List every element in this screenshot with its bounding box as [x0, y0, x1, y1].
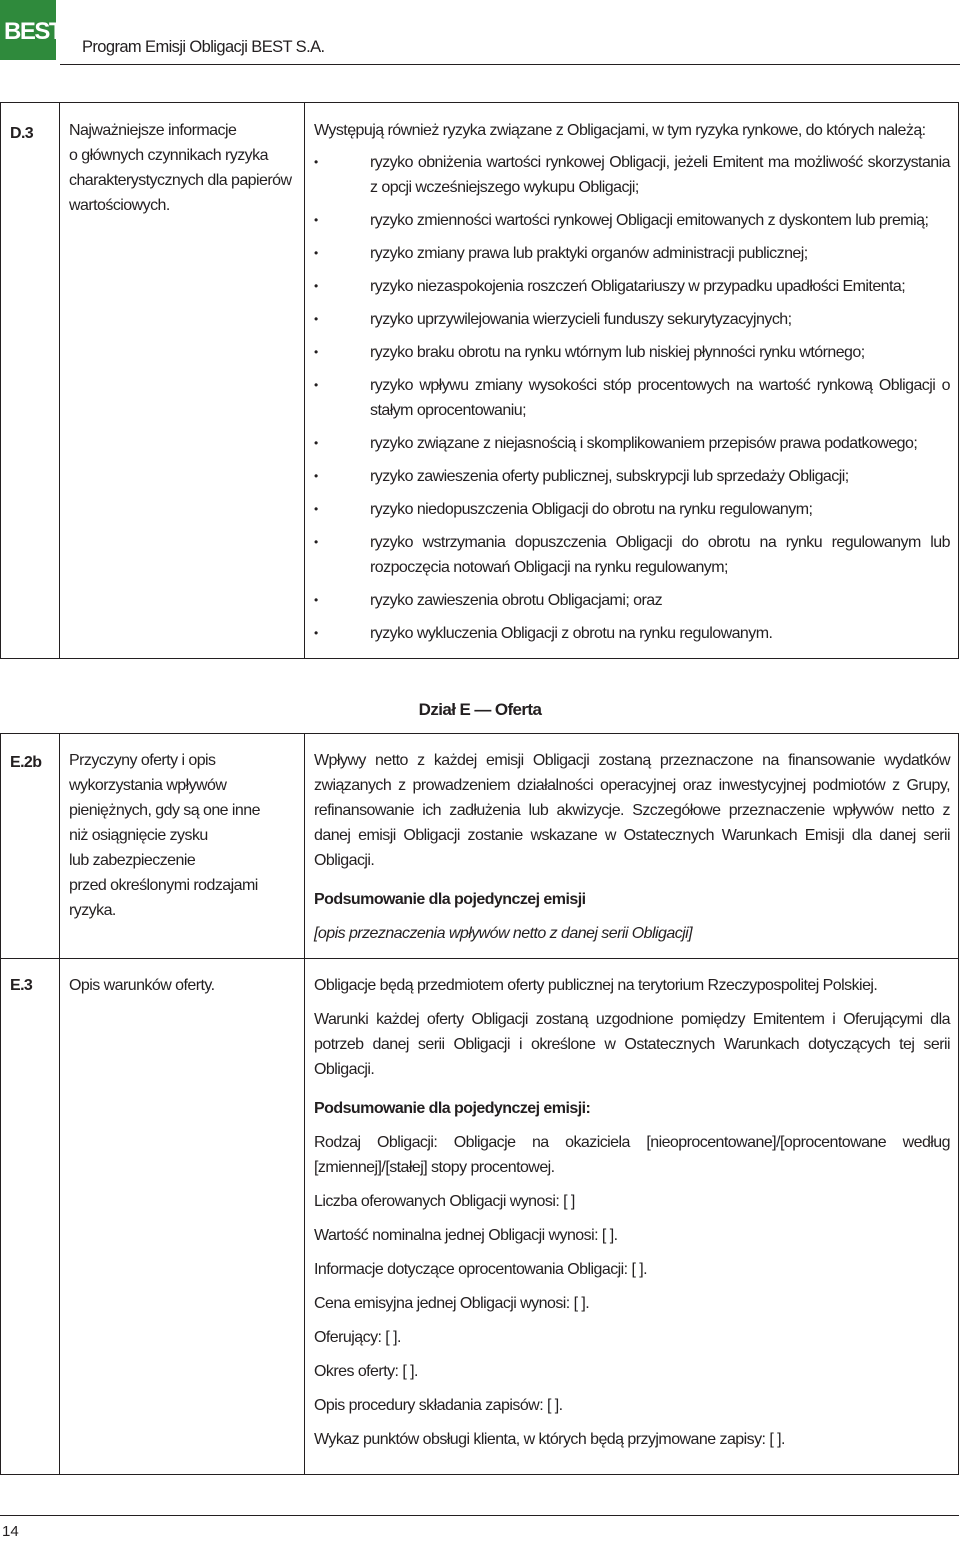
offer-detail: Okres oferty: [ ].: [314, 1363, 418, 1380]
summary-heading: Podsumowanie dla pojedynczej emisji:: [314, 1100, 591, 1117]
use-of-proceeds-text: Wpływy netto z każdej emisji Obligacji zostaną przeznaczone na finansowanie wydatków związanych z prowadzeniem działalności operacyjnej oraz inwestycyjnej podmiotów z Grupy, refinansowanie ich zadłużenia lub akwizycje. Szczegółowe przeznaczenie wpływów netto z danej emisji Obligacji zostanie wskazane w Ostatecznych Warunkach Emisji dla danej serii Obligacji.: [314, 752, 950, 869]
row-code: E.3: [10, 977, 33, 994]
offer-detail: Oferujący: [ ].: [314, 1329, 401, 1346]
row-content: [314, 118, 950, 654]
risk-item: • ryzyko niedopuszczenia Obligacji do obrotu na rynku regulowanym;: [314, 497, 950, 522]
label-line: pieniężnych, gdy są one inne: [69, 802, 260, 819]
risk-item: • ryzyko zmienności wartości rynkowej Obligacji emitowanych z dyskontem lub premią;: [314, 208, 950, 233]
footer-rule: [0, 1515, 959, 1516]
risk-item: • ryzyko wpływu zmiany wysokości stóp procentowych na wartość rynkową Obligacji o stałym oprocentowaniu;: [314, 373, 950, 423]
best-logo: [0, 0, 63, 60]
offer-detail: Opis procedury składania zapisów: [ ].: [314, 1397, 563, 1414]
row-code: E.2b: [10, 754, 42, 771]
header-title: Program Emisji Obligacji BEST S.A.: [82, 38, 325, 56]
risk-item: • ryzyko zawieszenia obrotu Obligacjami; oraz: [314, 588, 950, 613]
table-e: [0, 733, 959, 1475]
table-divider-1: [59, 734, 60, 1474]
offer-terms: Warunki każdej oferty Obligacji zostaną uzgodnione pomiędzy Emitentem i Oferującymi dla potrzeb danej serii Obligacji i określone w Ostatecznych Warunkach dotyczących tej serii Obligacji.: [314, 1011, 950, 1078]
label-line: o głównych czynnikach ryzyka: [69, 147, 268, 164]
table-divider-2: [304, 734, 305, 1474]
table-border-left: [0, 103, 1, 658]
risk-item: • ryzyko niezaspokojenia roszczeń Obligatariuszy w przypadku upadłości Emitenta;: [314, 274, 950, 299]
section-title: Dział E — Oferta: [418, 700, 542, 719]
label-line: Najważniejsze informacje: [69, 122, 237, 139]
offer-territory: Obligacje będą przedmiotem oferty publicznej na terytorium Rzeczypospolitej Polskiej.: [314, 977, 878, 994]
label-line: ryzyka.: [69, 902, 116, 919]
label-line: Przyczyny oferty i opis: [69, 752, 216, 769]
label-line: niż osiągnięcie zysku: [69, 827, 208, 844]
risks-intro: Występują również ryzyka związane z Obligacjami, w tym ryzyka rynkowe, do których należą:: [314, 122, 926, 139]
table-border-left: [0, 734, 1, 1474]
row-divider: [0, 958, 959, 959]
risk-item: • ryzyko wstrzymania dopuszczenia Obligacji do obrotu na rynku regulowanym lub rozpoczęcia notowań Obligacji na rynku regulowanym;: [314, 530, 950, 580]
row-label: [69, 118, 301, 218]
risk-list: [314, 150, 950, 646]
header-rule: [60, 64, 960, 65]
logo-text: BEST: [4, 18, 63, 45]
offer-detail: Cena emisyjna jednej Obligacji wynosi: [ ].: [314, 1295, 590, 1312]
risk-item: • ryzyko obniżenia wartości rynkowej Obligacji, jeżeli Emitent ma możliwość skorzystania z opcji wcześniejszego wykupu Obligacji;: [314, 150, 950, 200]
offer-detail: Wykaz punktów obsługi klienta, w których będą przyjmowane zapisy: [ ].: [314, 1431, 785, 1448]
page-number: 14: [2, 1523, 19, 1540]
summary-heading: Podsumowanie dla pojedynczej emisji: [314, 891, 586, 908]
risk-item: • ryzyko uprzywilejowania wierzycieli funduszy sekurytyzacyjnych;: [314, 307, 950, 332]
table-d3: [0, 102, 959, 659]
table-divider-2: [304, 103, 305, 658]
table-divider-1: [59, 103, 60, 658]
label-line: wartościowych.: [69, 197, 170, 214]
label-line: wykorzystania wpływów: [69, 777, 227, 794]
risk-item: • ryzyko zmiany prawa lub praktyki organów administracji publicznej;: [314, 241, 950, 266]
offer-detail: Liczba oferowanych Obligacji wynosi: [ ]: [314, 1193, 575, 1210]
row-content: [314, 748, 950, 955]
risk-item: • ryzyko wykluczenia Obligacji z obrotu na rynku regulowanym.: [314, 621, 950, 646]
row-content: [314, 973, 950, 1461]
row-label: [69, 748, 301, 923]
offer-detail: Informacje dotyczące oprocentowania Obligacji: [ ].: [314, 1261, 648, 1278]
summary-placeholder: [opis przeznaczenia wpływów netto z danej serii Obligacji]: [314, 925, 693, 942]
label-line: charakterystycznych dla papierów: [69, 172, 292, 189]
offer-detail: Wartość nominalna jednej Obligacji wynosi: [ ].: [314, 1227, 618, 1244]
row-code: D.3: [10, 125, 34, 142]
risk-item: • ryzyko braku obrotu na rynku wtórnym lub niskiej płynności rynku wtórnego;: [314, 340, 950, 365]
table-border-right: [958, 103, 959, 658]
logo-corner-shape: [0, 0, 56, 14]
label-line: lub zabezpieczenie: [69, 852, 196, 869]
offer-detail: Rodzaj Obligacji: Obligacje na okaziciela [nieoprocentowane]/[oprocentowane według [zmiennej]/[stałej] stopy procentowej.: [314, 1134, 950, 1176]
risk-item: • ryzyko zawieszenia oferty publicznej, subskrypcji lub sprzedaży Obligacji;: [314, 464, 950, 489]
label-line: przed określonymi rodzajami: [69, 877, 258, 894]
table-border-right: [958, 734, 959, 1474]
row-label: Opis warunków oferty.: [69, 977, 215, 994]
risk-item: • ryzyko związane z niejasnością i skomplikowaniem przepisów prawa podatkowego;: [314, 431, 950, 456]
